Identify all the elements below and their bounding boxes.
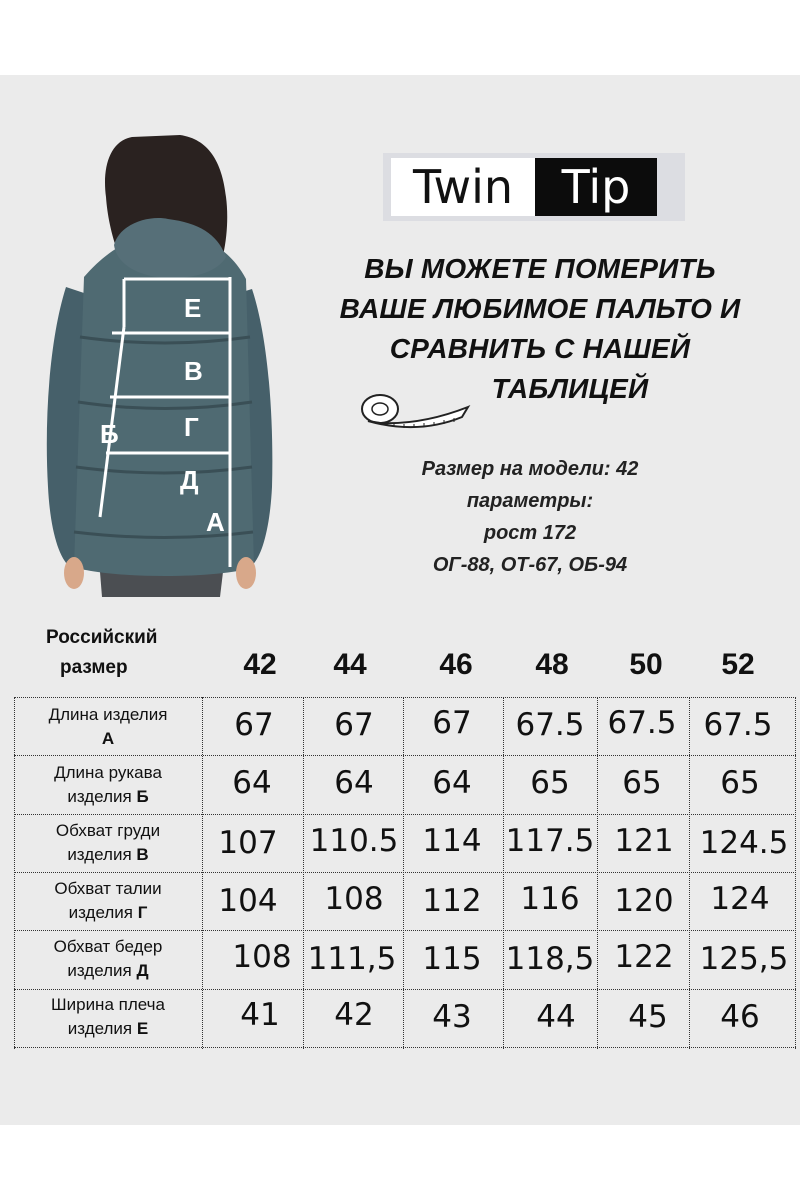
headline-line: ТАБЛИЦЕЙ: [491, 373, 649, 404]
table-cell: 124: [710, 881, 770, 917]
table-cell: 112: [422, 883, 482, 919]
model-size: Размер на модели: 42: [421, 458, 639, 480]
table-cell: 114: [422, 823, 482, 859]
table-cell: 108: [324, 881, 384, 917]
table-cell: 67.5: [607, 705, 677, 741]
brand-logo: [383, 153, 685, 221]
table-cell: 116: [520, 881, 580, 917]
headline-line: ВЫ МОЖЕТЕ ПОМЕРИТЬ: [364, 253, 716, 284]
table-cell: 64: [334, 765, 374, 801]
size-table: [14, 697, 796, 1049]
model-params-title: параметры:: [466, 490, 594, 512]
table-cell: 67.5: [515, 707, 585, 743]
table-cell: 64: [232, 765, 272, 801]
model-height: рост 172: [483, 522, 577, 544]
table-cell: 104: [218, 883, 278, 919]
measuring-tape-icon: [358, 387, 478, 435]
table-cell: 110.5: [309, 823, 399, 859]
table-cell: 64: [432, 765, 472, 801]
table-cell: 117.5: [505, 823, 595, 859]
label-b: Б: [100, 419, 119, 449]
table-cell: 46: [720, 999, 760, 1035]
row-label-length: Длина изделия А: [48, 705, 168, 748]
row-label-hips: Обхват бедер изделия Д: [53, 937, 163, 980]
size-header: 50: [629, 648, 663, 681]
table-cell: 124.5: [699, 825, 789, 861]
model-jacket-illustration: [40, 127, 280, 597]
row-label-sleeve: Длина рукава изделия Б: [54, 763, 162, 806]
row-label-waist: Обхват талии изделия Г: [54, 879, 162, 922]
promo-headline: [300, 249, 780, 409]
table-cell: 65: [720, 765, 760, 801]
brand-logo-right: Tip: [535, 158, 657, 216]
table-cell: 121: [614, 823, 674, 859]
headline-line: СРАВНИТЬ С НАШЕЙ: [389, 333, 691, 364]
table-cell: 65: [530, 765, 570, 801]
table-cell: 108: [232, 939, 292, 975]
size-header: 46: [439, 648, 473, 681]
table-cell: 67: [334, 707, 374, 743]
size-column-header: Российский размер: [46, 627, 158, 678]
table-cell: 125,5: [699, 941, 789, 977]
table-cell: 41: [240, 997, 280, 1033]
table-cell: 67.5: [703, 707, 773, 743]
table-cell: 120: [614, 883, 674, 919]
row-label-chest: Обхват груди изделия В: [55, 821, 161, 864]
headline-line: ВАШЕ ЛЮБИМОЕ ПАЛЬТО И: [339, 293, 741, 324]
model-measurements: ОГ-88, ОТ-67, ОБ-94: [432, 554, 628, 576]
size-header: 48: [535, 648, 569, 681]
table-cell: 44: [536, 999, 576, 1035]
size-header: 42: [243, 648, 277, 681]
model-info: [330, 453, 730, 581]
size-chart-sheet: [0, 75, 800, 1125]
label-d: Д: [180, 465, 199, 495]
table-cell: 67: [432, 705, 472, 741]
brand-logo-left: Twin: [391, 158, 535, 216]
table-cell: 65: [622, 765, 662, 801]
table-cell: 45: [628, 999, 668, 1035]
label-e: Е: [184, 293, 202, 323]
table-cell: 122: [614, 939, 674, 975]
table-cell: 118,5: [505, 941, 595, 977]
table-cell: 107: [218, 825, 278, 861]
label-g: Г: [184, 412, 199, 442]
row-label-shoulder: Ширина плеча изделия Е: [51, 995, 165, 1038]
size-header: 52: [721, 648, 755, 681]
table-cell: 67: [234, 707, 274, 743]
table-cell: 115: [422, 941, 482, 977]
table-cell: 42: [334, 997, 374, 1033]
table-cell: 111,5: [307, 941, 397, 977]
label-a: А: [206, 507, 225, 537]
label-v: В: [184, 356, 203, 386]
table-cell: 43: [432, 999, 472, 1035]
size-header: 44: [333, 648, 367, 681]
